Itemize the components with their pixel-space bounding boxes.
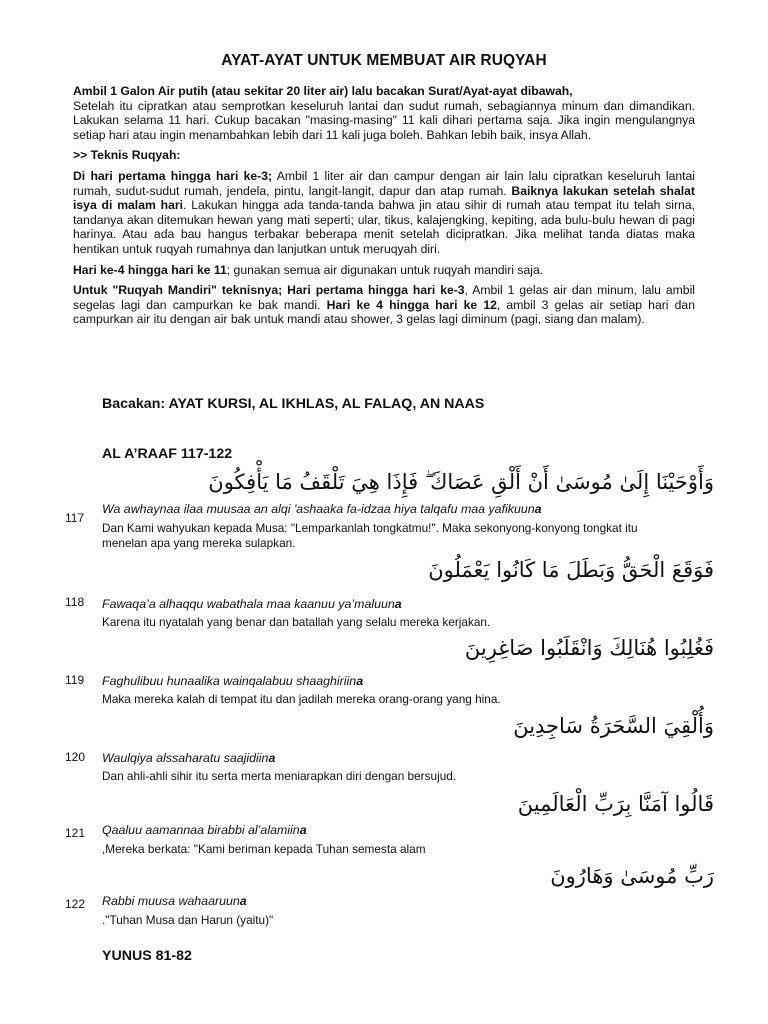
intro-bold-line: Ambil 1 Galon Air putih (atau sekitar 20 liter air) lalu bacakan Surat/Ayat-ayat dibawah, bbox=[73, 84, 573, 98]
verse-transliteration bbox=[102, 597, 402, 611]
verse-number: 122 bbox=[65, 897, 86, 911]
transliteration-ending: a bbox=[299, 823, 307, 837]
intro-block bbox=[73, 84, 695, 327]
verse-transliteration bbox=[102, 751, 275, 765]
verse-translation: ,Mereka berkata: "Kami beriman kepada Tuhan semesta alam bbox=[102, 842, 426, 856]
teknis-paragraph-1 bbox=[73, 169, 695, 257]
arabic-verse: رَبِّ مُوسَىٰ وَهَارُونَ bbox=[550, 864, 714, 888]
verse-translation: ."Tuhan Musa dan Harun (yaitu)" bbox=[102, 913, 274, 927]
transliteration-main: Fawaqa’a alhaqqu wabathala maa kaanuu ya’maluun bbox=[102, 597, 395, 611]
teknis-1-text-a: Ambil 1 liter air dan campur dengan air lain lalu cipratkan keseluruh lantai rumah, sudut-sudut rumah, jendela, pintu, langit-langit, dapur dan atap rumah. bbox=[73, 168, 696, 198]
verse-number: 117 bbox=[65, 511, 85, 525]
verse-translation: Maka mereka kalah di tempat itu dan jadilah mereka orang-orang yang hina. bbox=[102, 692, 501, 706]
teknis-3-bold-a: Untuk "Ruqyah Mandiri" teknisnya; Hari pertama hingga hari ke-3 bbox=[73, 283, 465, 298]
teknis-paragraph-2 bbox=[73, 263, 695, 278]
intro-paragraph bbox=[73, 84, 695, 142]
teknis-2-text: ; gunakan semua air digunakan untuk ruqyah mandiri saja. bbox=[226, 262, 544, 277]
verse-transliteration bbox=[102, 894, 247, 908]
teknis-3-text-b: , ambil 3 gelas air setiap hari dan campurkan air itu dengan air bak untuk mandi atau shower, 3 gelas lagi diminum (pagi, siang dan malam). bbox=[73, 297, 695, 327]
verse-transliteration bbox=[102, 823, 307, 837]
arabic-verse: قَالُوا آمَنَّا بِرَبِّ الْعَالَمِينَ bbox=[517, 792, 714, 816]
teknis-1-bold-a: Di hari pertama hingga hari ke-3; bbox=[73, 168, 273, 183]
transliteration-ending: a bbox=[239, 894, 247, 908]
teknis-paragraph-3 bbox=[73, 283, 695, 327]
transliteration-main: Waulqiya alssaharatu saajidiin bbox=[102, 751, 269, 765]
transliteration-main: Rabbi muusa wahaaruun bbox=[102, 894, 240, 908]
arabic-verse: وَأُلْقِيَ السَّحَرَةُ سَاجِدِينَ bbox=[513, 714, 714, 738]
verse-number: 118 bbox=[65, 595, 85, 609]
verse-number: 120 bbox=[65, 750, 86, 764]
arabic-verse: فَوَقَعَ الْحَقُّ وَبَطَلَ مَا كَانُوا يَعْمَلُونَ bbox=[428, 558, 714, 582]
verse-translation: Dan ahli-ahli sihir itu serta merta meniarapkan diri dengan bersujud. bbox=[102, 769, 457, 783]
transliteration-ending: a bbox=[356, 674, 364, 688]
verse-transliteration bbox=[102, 502, 542, 516]
verse-transliteration bbox=[102, 674, 363, 688]
arabic-verse: وَأَوْحَيْنَا إِلَىٰ مُوسَىٰ أَنْ أَلْقِ عَصَاكَ ۖ فَإِذَا هِيَ تَلْقَفُ مَا يَأْفِكُونَ bbox=[208, 470, 714, 494]
teknis-heading: >> Teknis Ruqyah: bbox=[73, 148, 181, 163]
page-title: AYAT-AYAT UNTUK MEMBUAT AIR RUQYAH bbox=[221, 52, 547, 69]
teknis-3-bold-b: Hari ke 4 hingga hari ke 12 bbox=[326, 297, 497, 312]
intro-text: Setelah itu cipratkan atau semprotkan keseluruh lantai dan sudut rumah, sebagiannya minum dan dimandikan. Lakukan selama 11 hari. Cukup bacakan "masing-masing" 11 kali dihari pertama saja. Jika ingin mengulangnya setiap hari atau ingin menambahkan lebih dari 11 kali juga boleh. Bahkan lebih baik, insya Allah. bbox=[73, 98, 695, 142]
transliteration-main: Qaaluu aamannaa birabbi al’alamiin bbox=[102, 823, 300, 837]
verse-translation: Karena itu nyatalah yang benar dan batallah yang selalu mereka kerjakan. bbox=[102, 615, 491, 629]
section-heading-yunus: YUNUS 81-82 bbox=[102, 948, 192, 964]
teknis-2-bold: Hari ke-4 hingga hari ke 11 bbox=[73, 262, 227, 277]
transliteration-ending: a bbox=[534, 502, 542, 516]
bacakan-heading: Bacakan: AYAT KURSI, AL IKHLAS, AL FALAQ, AN NAAS bbox=[102, 396, 485, 412]
verse-number: 121 bbox=[65, 826, 86, 840]
teknis-3-text-a: , Ambil 1 gelas air dan minum, lalu ambil segelas lagi dan campurkan ke bak mandi. bbox=[73, 283, 696, 312]
verse-number: 119 bbox=[65, 673, 85, 687]
section-heading-al-araaf: AL A’RAAF 117-122 bbox=[102, 446, 233, 462]
transliteration-main: Faghulibuu hunaalika wainqalabuu shaaghiriin bbox=[102, 674, 357, 688]
transliteration-ending: a bbox=[268, 751, 276, 765]
verse-translation: Dan Kami wahyukan kepada Musa: "Lemparkanlah tongkatmu!". Maka sekonyong-konyong tongkat itu menelan apa yang mereka sulapkan. bbox=[102, 521, 638, 550]
arabic-verse: فَغُلِبُوا هُنَالِكَ وَانْقَلَبُوا صَاغِرِينَ bbox=[464, 636, 714, 660]
transliteration-main: Wa awhaynaa ilaa muusaa an alqi 'ashaaka fa-idzaa hiya talqafu maa yafikuun bbox=[102, 502, 535, 516]
transliteration-ending: a bbox=[394, 597, 402, 611]
teknis-1-bold-b: Baiknya lakukan setelah shalat isya di malam hari bbox=[73, 183, 695, 213]
teknis-1-text-b: . Lakukan hingga ada tanda-tanda bahwa jin atau sihir di rumah atau tempat itu telah sirna, tandanya akan ditemukan hewan yang mati seperti; ular, tikus, kalajengking, kepiting, ada bulu-bulu hewan di pagi harinya. Atau ada bau hangus terbakar beberapa menit setelah dicipratkan. Jika melihat tanda diatas maka hentikan untuk ruqyah rumahnya dan lanjutkan untuk meruqyah diri. bbox=[73, 198, 695, 256]
